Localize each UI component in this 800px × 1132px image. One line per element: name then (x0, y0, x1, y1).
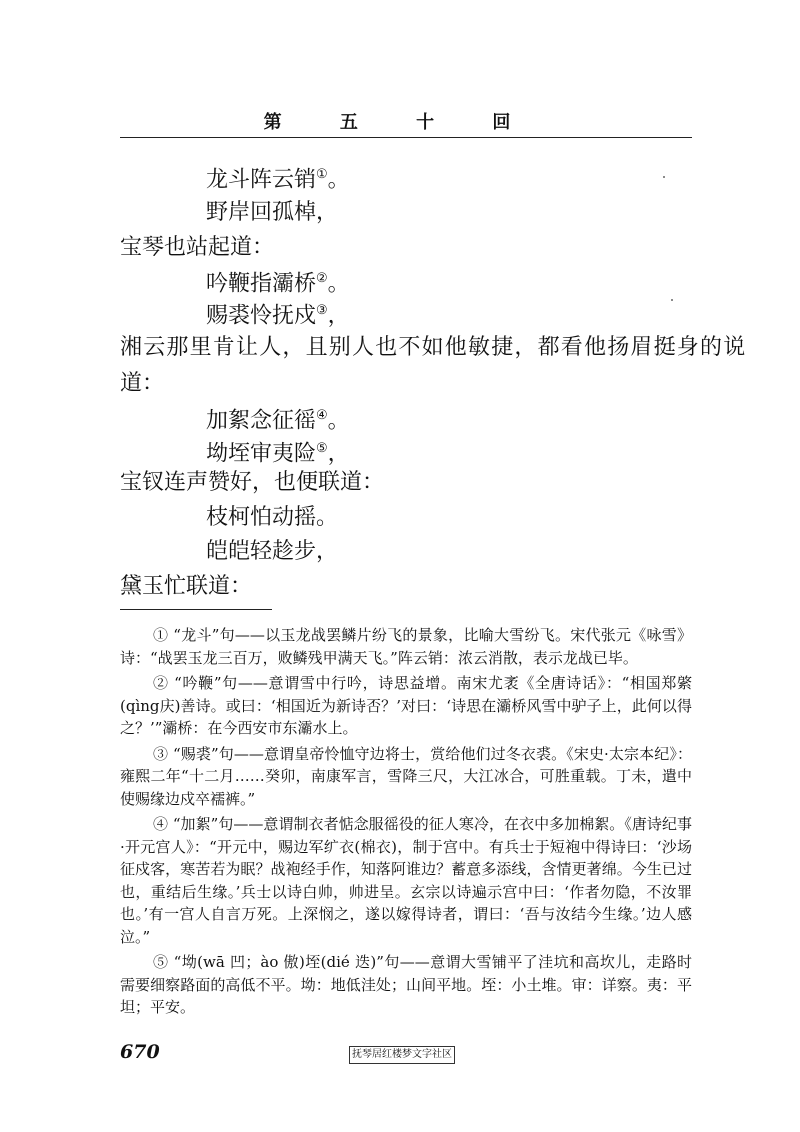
page-number: 670 (120, 1041, 160, 1063)
footnote-divider (120, 609, 272, 610)
footnote-marker: ② (316, 271, 328, 286)
footnote-marker: ④ (316, 408, 328, 423)
footnote-5: ⑤ “坳(wā 凹；ào 傲)垤(dié 迭)”句——意谓大雪铺平了洼坑和高坎儿，走路时需要细察路面的高低不平。坳：地低洼处；山间平地。垤：小土堆。审：详察。夷：平坦；平安。 (120, 953, 692, 1016)
footnote-marker: ① (316, 167, 328, 182)
watermark-stamp: 抚琴居红楼梦文字社区 (349, 1046, 455, 1064)
text-line: 吟鞭指灞桥②。 (206, 271, 350, 297)
text-line: 宝琴也站起道： (120, 235, 275, 260)
text-line: 野岸回孤棹， (206, 200, 339, 225)
text-line: 龙斗阵云销①。 (206, 167, 350, 193)
text-line: 加絮念征徭④。 (206, 408, 350, 434)
footnote-marker: ⑤ (316, 441, 328, 456)
text-line: 坳垤审夷险⑤， (206, 441, 350, 467)
footnote-3: ③ “赐裘”句——意谓皇帝怜恤守边将士，赏给他们过冬衣裘。《宋史·太宗本纪》：雍熙二年“十二月……癸卯，南康军言，雪降三尺，大江冰合，可胜重载。丁未，遣中使赐缘边戍卒襦裤。” (120, 744, 692, 808)
text-line: 湘云那里肯让人，且别人也不如他敏捷，都看他扬眉挺身的说 (120, 335, 747, 360)
text-line: 枝柯怕动摇。 (206, 505, 339, 530)
chapter-title: 第 五 十 回 (263, 112, 537, 133)
text-line: 赐裘怜抚戍③， (206, 303, 350, 329)
footnote-marker: ③ (316, 303, 328, 318)
footnote-1: ① “龙斗”句——以玉龙战罢鳞片纷飞的景象，比喻大雪纷飞。宋代张元《咏雪》诗：“战罢玉龙三百万，败鳞残甲满天飞。”阵云销：浓云消散，表示龙战已毕。 (120, 626, 692, 667)
text-line: 宝钗连声赞好，也便联道： (120, 470, 385, 495)
footnote-4: ④ “加絮”句——意谓制衣者惦念服徭役的征人寒冷，在衣中多加棉絮。《唐诗纪事·开元宫人》：“开元中，赐边军纩衣(棉衣)，制于宫中。有兵士于短袍中得诗曰：‘沙场征戍客，寒苦若为眠？战袍经手作，知落阿谁边？蓄意多添线，含情更著绵。今生已过也，重结后生缘。’兵士以诗白帅，帅进呈。玄宗以诗遍示宫中曰：‘作者勿隐，不汝罪也。’有一宫人自言万死。上深悯之，遂以嫁得诗者，谓曰：‘吾与汝结今生缘。’边人感泣。” (120, 815, 692, 946)
text-line: 黛玉忙联道： (120, 574, 253, 599)
header-divider (120, 137, 692, 138)
text-line: 道： (120, 371, 165, 396)
footnotes (120, 624, 692, 1022)
footnote-2: ② “吟鞭”句——意谓雪中行吟，诗思益增。南宋尤袤《全唐诗话》：“相国郑綮(qìng庆)善诗。或曰：‘相国近为新诗否？’对曰：‘诗思在灞桥风雪中驴子上，此何以得之？’”灞桥：在今西安市东灞水上。 (120, 674, 692, 737)
text-line: 皑皑轻趁步， (206, 539, 339, 564)
scan-speck (671, 299, 673, 301)
scan-speck (663, 176, 665, 178)
